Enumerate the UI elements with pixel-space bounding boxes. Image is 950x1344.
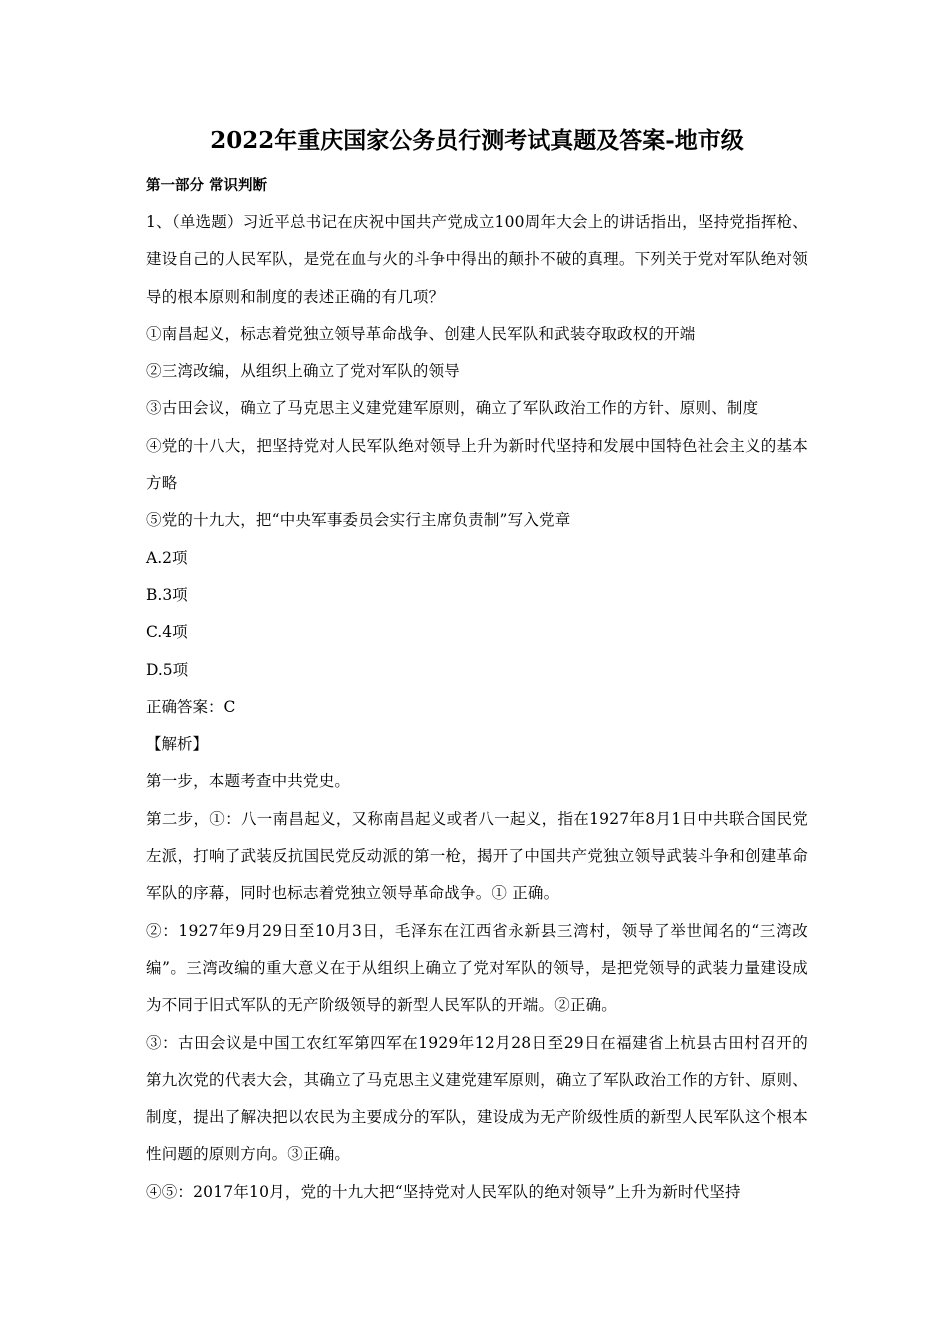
option-a: A.2项 — [146, 548, 188, 567]
analysis-point-4-5: ④⑤：2017年10月，党的十九大把“坚持党对人民军队的绝对领导”上升为新时代坚持 — [146, 1182, 741, 1201]
option-c: C.4项 — [146, 623, 188, 642]
question-stem: 1、（单选题）习近平总书记在庆祝中国共产党成立100周年大会上的讲话指出，坚持党指挥枪、建设自己的人民军队，是党在血与火的斗争中得出的颠扑不破的真理。下列关于党对军队绝对领导的根本原则和制度的表述正确的有几项？ — [146, 213, 808, 306]
document-title: 2022年重庆国家公务员行测考试真题及答案-地市级 — [210, 127, 744, 154]
statement-4: ④党的十八大，把坚持党对人民军队绝对领导上升为新时代坚持和发展中国特色社会主义的基本方略 — [146, 436, 808, 493]
option-b: B.3项 — [146, 585, 188, 604]
analysis-step-1: 第一步，本题考查中共党史。 — [146, 772, 351, 791]
document-page — [146, 120, 808, 1211]
analysis-step-2: 第二步，①：八一南昌起义，又称南昌起义或者八一起义，指在1927年8月1日中共联合国民党左派，打响了武装反抗国民党反动派的第一枪，揭开了中国共产党独立领导武装斗争和创建革命军队的序幕，同时也标志着党独立领导革命战争。① 正确。 — [146, 809, 808, 903]
section-heading: 第一部分 常识判断 — [146, 178, 268, 194]
statement-3: ③古田会议，确立了马克思主义建党建军原则，确立了军队政治工作的方针、原则、制度 — [146, 399, 759, 418]
analysis-point-2: ②：1927年9月29日至10月3日，毛泽东在江西省永新县三湾村，领导了举世闻名的“三湾改编”。三湾改编的重大意义在于从组织上确立了党对军队的领导，是把党领导的武装力量建设成为不同于旧式军队的无产阶级领导的新型人民军队的开端。②正确。 — [146, 921, 808, 1015]
statement-5: ⑤党的十九大，把“中央军事委员会实行主席负责制”写入党章 — [146, 511, 571, 530]
analysis-heading: 【解析】 — [146, 735, 209, 754]
option-d: D.5项 — [146, 660, 189, 679]
statement-2: ②三湾改编，从组织上确立了党对军队的领导 — [146, 362, 461, 381]
analysis-point-3: ③：古田会议是中国工农红军第四军在1929年12月28日至29日在福建省上杭县古田村召开的第九次党的代表大会，其确立了马克思主义建党建军原则，确立了军队政治工作的方针、原则、制度，提出了解决把以农民为主要成分的军队，建设成为无产阶级性质的新型人民军队这个根本性问题的原则方向。③正确。 — [146, 1033, 808, 1164]
correct-answer: 正确答案：C — [146, 697, 236, 716]
statement-1: ①南昌起义，标志着党独立领导革命战争、创建人民军队和武装夺取政权的开端 — [146, 324, 696, 343]
